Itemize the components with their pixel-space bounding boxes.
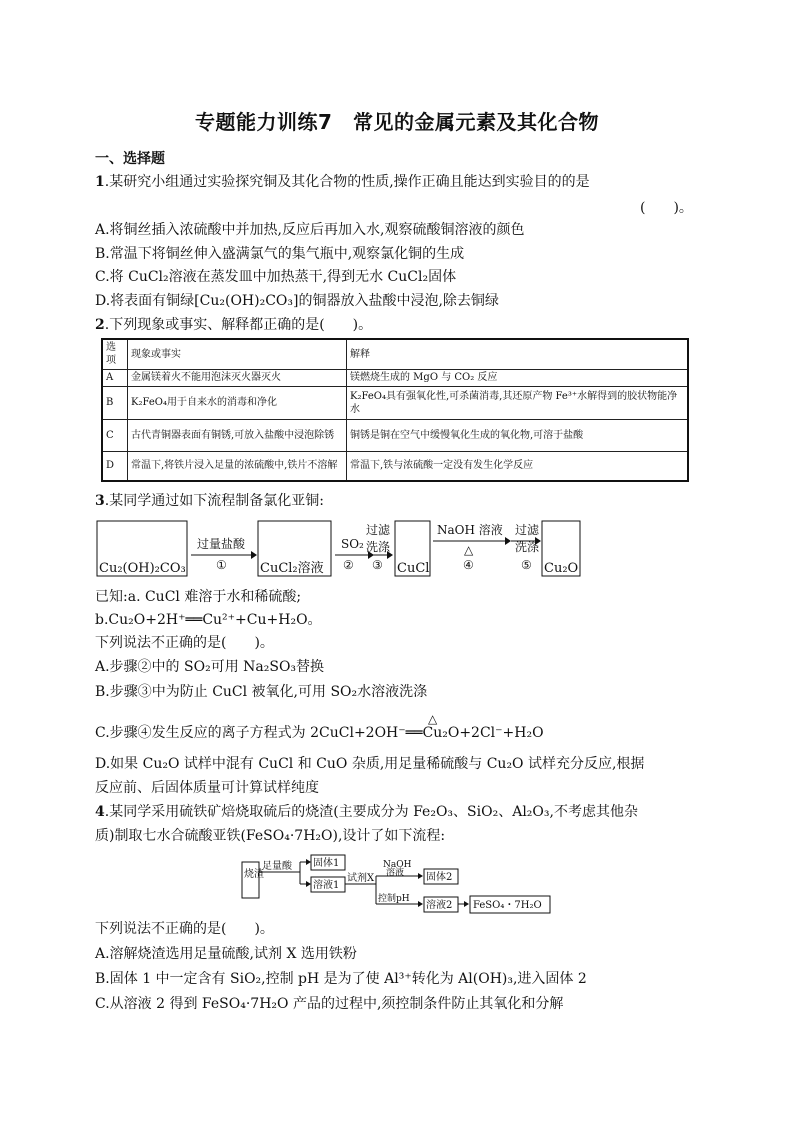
q4-naoh-label: NaOH <box>383 860 412 870</box>
arrowhead-icon <box>505 537 511 545</box>
q3-option-b: B.步骤③中为防止 CuCl 被氧化,可用 SO₂水溶液洗涤 <box>95 684 428 700</box>
q3-ask: 下列说法不正确的是( )。 <box>95 635 274 651</box>
flow-step-1-top: 过量盐酸 <box>197 537 246 551</box>
flow-step-1-bottom: ① <box>216 558 227 572</box>
flow-step-5-top: 过滤 <box>515 523 540 537</box>
q3-option-a: A.步骤②中的 SO₂可用 Na₂SO₃替换 <box>95 659 325 675</box>
q4-option-b: B.固体 1 中一定含有 SiO₂,控制 pH 是为了使 Al³⁺转化为 Al(OH)₃,进入固体 2 <box>95 971 587 987</box>
q4-naoh-solution-label: 溶液 <box>386 868 405 878</box>
q4-ph-label: 控制pH <box>378 894 410 904</box>
section-heading: 一、选择题 <box>95 151 165 167</box>
table-cell: 镁燃烧生成的 MgO 与 CO₂ 反应 <box>347 369 689 386</box>
flow-step-4-top: NaOH 溶液 <box>437 523 503 537</box>
q4-solid2-label: 固体2 <box>426 872 453 883</box>
q1-stem-text: .某研究小组通过实验探究铜及其化合物的性质,操作正确且能达到实验目的的是 <box>104 174 590 190</box>
q3-option-c: C.步骤④发生反应的离子方程式为 2CuCl+2OH⁻══Cu₂O+2Cl⁻+H₂O <box>95 725 544 741</box>
q1-stem <box>95 173 590 191</box>
q4-box-start-label: 烧渣 <box>244 869 264 880</box>
arrowhead-icon <box>306 859 311 865</box>
q2-table <box>101 338 689 482</box>
q4-stem-text-1: .某同学采用硫铁矿焙烧取硫后的烧渣(主要成分为 Fe₂O₃、SiO₂、Al₂O₃,不考虑其他杂 <box>104 804 638 820</box>
q3-known-a: 已知:a. CuCl 难溶于水和稀硫酸; <box>95 589 302 605</box>
q4-ask: 下列说法不正确的是( )。 <box>95 921 274 937</box>
table-row <box>102 386 688 419</box>
flow-box-4-label: Cu₂O <box>544 561 579 576</box>
q4-number: 4 <box>95 804 105 820</box>
arrowhead-icon <box>418 901 423 907</box>
table-cell: 常温下,将铁片浸入足量的浓硫酸中,铁片不溶解 <box>128 451 347 481</box>
q4-product-label: FeSO₄・7H₂O <box>473 900 542 911</box>
flow-step-3-bottom: ③ <box>372 558 383 572</box>
q3-option-d-line2: 反应前、后固体质量可计算试样纯度 <box>95 780 319 796</box>
q4-solid1-label: 固体1 <box>313 858 340 869</box>
q4-sol1-label: 溶液1 <box>313 880 340 891</box>
table-cell: 古代青铜器表面有铜锈,可放入盐酸中浸泡除锈 <box>128 419 347 451</box>
q1-option-c: C.将 CuCl₂溶液在蒸发皿中加热蒸干,得到无水 CuCl₂固体 <box>95 269 457 285</box>
q1-answer-paren: ( )。 <box>640 200 693 216</box>
q4-acid-label: 足量酸 <box>262 861 292 872</box>
table-cell: A <box>102 369 128 386</box>
table-cell: 铜锈是铜在空气中缓慢氧化生成的氧化物,可溶于盐酸 <box>347 419 689 451</box>
q2-number: 2 <box>95 317 105 333</box>
q1-number: 1 <box>95 174 105 190</box>
table-row <box>102 369 688 386</box>
page-title: 专题能力训练7 常见的金属元素及其化合物 <box>195 110 599 134</box>
q1-option-a: A.将铜丝插入浓硫酸中并加热,反应后再加入水,观察硫酸铜溶液的颜色 <box>95 222 525 238</box>
q4-reagent-label: 试剂X <box>347 873 375 884</box>
table-cell: C <box>102 419 128 451</box>
table-row <box>102 451 688 481</box>
q2-stem-text: .下列现象或事实、解释都正确的是( )。 <box>104 317 373 333</box>
q3-known-b: b.Cu₂O+2H⁺══Cu²⁺+Cu+H₂O。 <box>95 612 322 628</box>
table-cell: B <box>102 386 128 419</box>
table-header-row <box>102 339 688 369</box>
table-header-cell: 现象或事实 <box>128 339 347 369</box>
table-cell: K₂FeO₄具有强氧化性,可杀菌消毒,其还原产物 Fe³⁺水解得到的胶状物能净水 <box>347 386 689 419</box>
heat-symbol: △ <box>428 712 438 726</box>
table-header-cell: 选项 <box>102 339 128 369</box>
arrowhead-icon <box>251 551 257 559</box>
q3-option-d-line1: D.如果 Cu₂O 试样中混有 CuCl 和 CuO 杂质,用足量稀硫酸与 Cu₂O 试样充分反应,根据 <box>95 756 645 772</box>
q4-option-a: A.溶解烧渣选用足量硫酸,试剂 X 选用铁粉 <box>95 946 357 962</box>
q2-stem <box>95 316 372 334</box>
flow-step-3-mid: 洗涤 <box>366 540 391 554</box>
q4-option-c: C.从溶液 2 得到 FeSO₄·7H₂O 产品的过程中,须控制条件防止其氧化和分解 <box>95 996 564 1012</box>
arrowhead-icon <box>418 873 423 879</box>
q4-stem-line2: 质)制取七水合硫酸亚铁(FeSO₄·7H₂O),设计了如下流程: <box>95 828 446 844</box>
q1-option-d: D.将表面有铜绿[Cu₂(OH)₂CO₃]的铜器放入盐酸中浸泡,除去铜绿 <box>95 293 499 309</box>
flow-box-2-label: CuCl₂溶液 <box>260 561 324 576</box>
q4-stem-line1 <box>95 803 638 821</box>
arrowhead-icon <box>464 901 469 907</box>
flow-step-2-top: SO₂ <box>341 537 364 551</box>
flow-step-4-mid: △ <box>464 543 474 557</box>
flow-step-2-bottom: ② <box>343 558 354 572</box>
table-cell: K₂FeO₄用于自来水的消毒和净化 <box>128 386 347 419</box>
flow-box-3-label: CuCl <box>397 561 430 576</box>
flow-step-5-mid: 洗涤 <box>515 540 540 554</box>
table-cell: 常温下,铁与浓硫酸一定没有发生化学反应 <box>347 451 689 481</box>
q1-option-b: B.常温下将铜丝伸入盛满氯气的集气瓶中,观察氯化铜的生成 <box>95 246 465 262</box>
q3-stem <box>95 492 324 510</box>
q3-flowchart <box>95 516 595 578</box>
table-row <box>102 419 688 451</box>
flow-step-4-bottom: ④ <box>463 558 474 572</box>
flow-step-3-top: 过滤 <box>366 523 391 537</box>
q4-sol2-label: 溶液2 <box>426 900 453 911</box>
table-header-cell: 解释 <box>347 339 689 369</box>
q3-stem-text: .某同学通过如下流程制备氯化亚铜: <box>104 493 324 509</box>
table-cell: 金属镁着火不能用泡沫灭火器灭火 <box>128 369 347 386</box>
q4-box-start <box>242 862 259 898</box>
table-cell: D <box>102 451 128 481</box>
flow-box-1-label: Cu₂(OH)₂CO₃ <box>99 561 186 576</box>
q4-flowchart <box>240 852 560 916</box>
q3-number: 3 <box>95 493 105 509</box>
arrowhead-icon <box>306 881 311 887</box>
flow-step-5-bottom: ⑤ <box>521 558 532 572</box>
